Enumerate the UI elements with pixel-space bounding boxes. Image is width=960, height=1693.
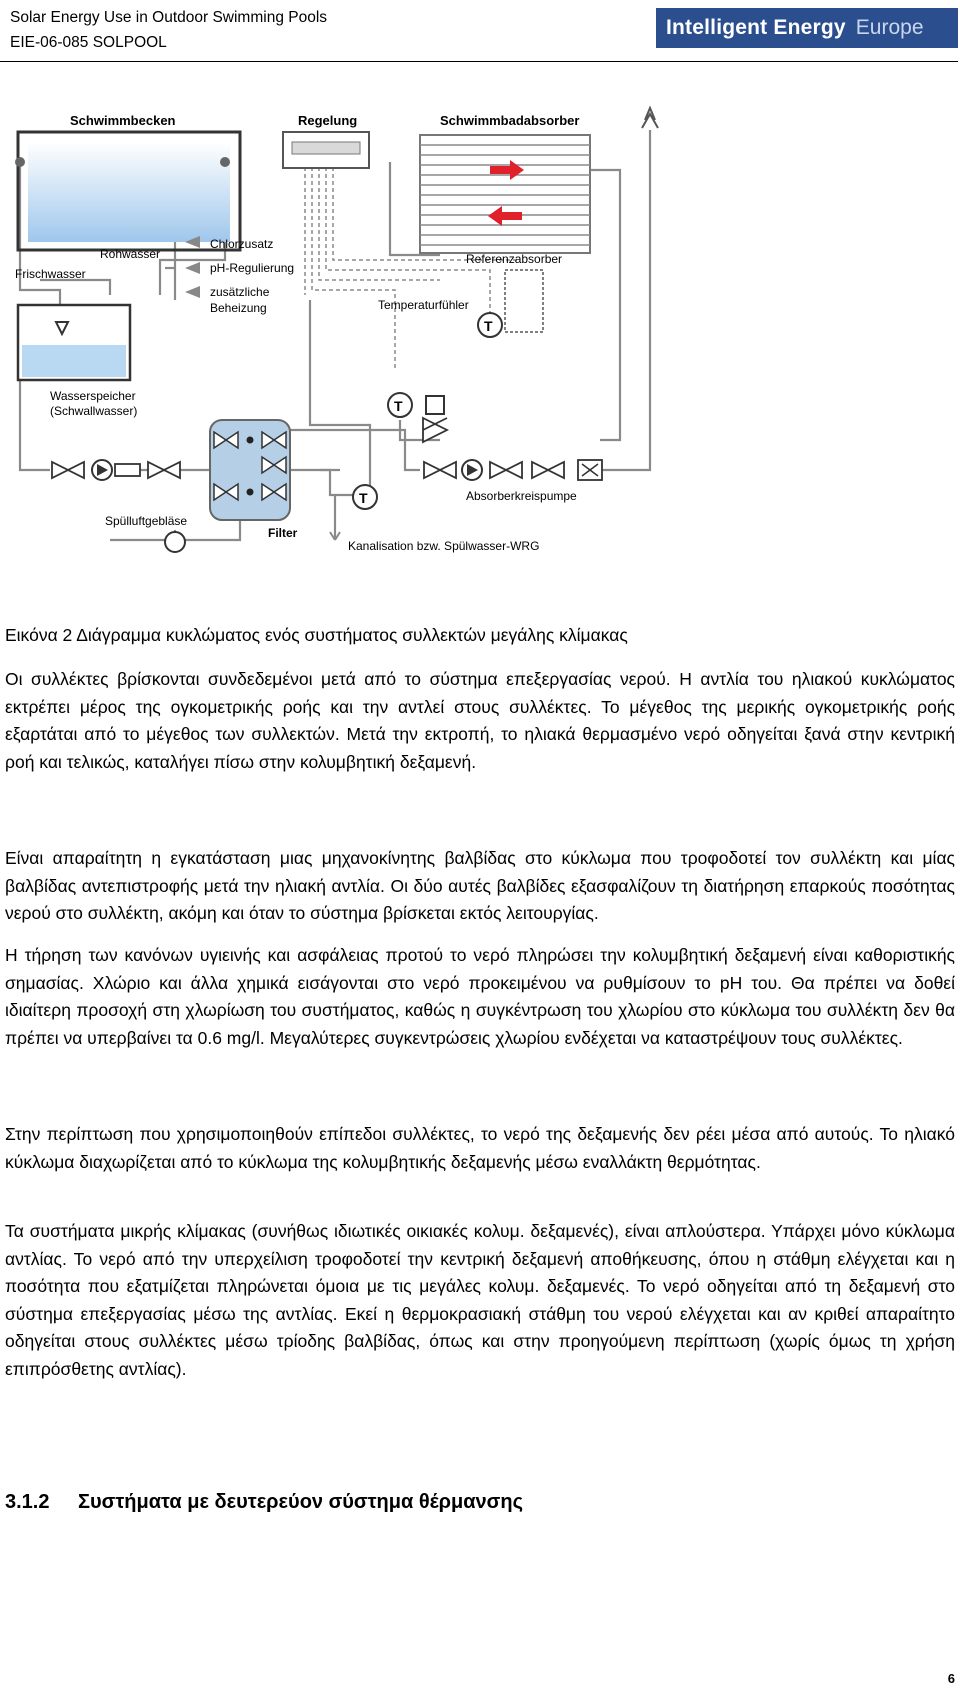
logo-text-primary: Intelligent Energy — [666, 16, 846, 39]
label-referenzabsorber: Referenzabsorber — [466, 252, 563, 266]
paragraph-1: Οι συλλέκτες βρίσκονται συνδεδεμένοι μετά από το σύστημα επεξεργασίας νερού. Η αντλία του ηλιακού κυκλώματος εκτρέπει μέρος της ογκομετρικής ροής και την αντλεί στους συλλέκτες. Το μέγεθος της μερικής ογκομετρικής ροής εξαρτάται από το μέγεθος των συλλεκτών. Μετά την εκτροπή, το ηλιακά θερμασμένο νερό οδηγείται ξανά στην κεντρική ροή και τελικώς, καταλήγει πίσω στην κολυμβητική δεξαμενή. — [5, 669, 955, 772]
page-header — [0, 0, 960, 62]
label-schwimmbadabsorber: Schwimmbadabsorber — [440, 113, 580, 128]
label-regelung: Regelung — [298, 113, 358, 128]
label-absorberkreispumpe: Absorberkreispumpe — [466, 489, 577, 503]
filter-node-2-icon — [247, 489, 254, 496]
filter-node-1-icon — [247, 437, 254, 444]
section-title: Συστήματα με δευτερεύον σύστημα θέρμανσης — [78, 1491, 523, 1513]
motorized-valve-icon — [423, 418, 447, 442]
page-number: 6 — [947, 1671, 955, 1686]
blower-icon — [165, 532, 185, 552]
intelligent-energy-europe-logo — [656, 8, 958, 48]
dosing-arrows-icon — [185, 236, 200, 298]
pool-outlet-right — [220, 157, 230, 167]
label-zusaetzliche: zusätzliche — [210, 285, 270, 299]
label-schwallwasser: (Schwallwasser) — [50, 404, 138, 418]
label-schwimmbecken: Schwimmbecken — [70, 113, 176, 128]
valve-1-icon — [52, 462, 84, 478]
valve-4-icon — [532, 462, 564, 478]
temp-sensor-drain-label: T — [359, 490, 368, 506]
label-chlorzusatz: Chlorzusatz — [210, 237, 274, 251]
label-kanalisation: Kanalisation bzw. Spülwasser-WRG — [348, 539, 540, 553]
label-temperaturfuehler: Temperaturfühler — [378, 298, 469, 312]
label-rohwasser: Rohwasser — [100, 247, 161, 261]
section-heading — [5, 1491, 523, 1514]
air-vent-icon — [642, 108, 658, 128]
circuit-diagram-svg — [0, 100, 700, 600]
paragraph-4: Στην περίπτωση που χρησιμοποιηθούν επίπεδοι συλλέκτες, το νερό της δεξαμενής δεν ρέει μέσα από αυτούς. Το ηλιακό κύκλωμα διαχωρίζεται από το κύκλωμα της κολυμβητικής δεξαμενής μέσω εναλλάκτη θερμότητας. — [5, 1124, 955, 1172]
valve-3-icon — [424, 462, 456, 478]
label-filter: Filter — [268, 526, 298, 540]
header-divider — [0, 61, 958, 62]
header-project-code: EIE-06-085 SOLPOOL — [10, 34, 167, 51]
header-project-title: Solar Energy Use in Outdoor Swimming Pools — [10, 9, 328, 26]
valve-2-icon — [148, 462, 180, 478]
motor-actuator-icon — [426, 396, 444, 414]
figure-caption: Εικόνα 2 Διάγραμμα κυκλώματος ενός συστήματος συλλεκτών μεγάλης κλίμακας — [5, 625, 628, 645]
label-beheizung: Beheizung — [210, 301, 267, 315]
controller-display — [292, 142, 360, 154]
pool-water — [28, 142, 230, 242]
check-valve-icon — [490, 462, 522, 478]
paragraph-3: Η τήρηση των κανόνων υγιεινής και ασφάλειας προτού το νερό πληρώσει την κολυμβητική δεξαμενή είναι καθοριστικής σημασίας. Χλώριο και άλλα χημικά εισάγονται στο νερό προκειμένου να ρυθμίσουν το pH του. Θα πρέπει να δοθεί ιδιαίτερη προσοχή στη χλωρίωση του συστήματος, καθώς η συγκέντρωση του χλωρίου στο κύκλωμα του συλλέκτη δεν θα πρέπει να υπερβαίνει τα 0.6 mg/l. Μεγαλύτερες συγκεντρώσεις χλωρίου ενδέχεται να καταστρέψουν τους συλλέκτες. — [5, 945, 955, 1048]
section-number: 3.1.2 — [5, 1491, 50, 1513]
storage-water — [22, 345, 126, 377]
label-spuelluftgeblaese: Spülluftgebläse — [105, 514, 188, 528]
logo-text-secondary: Europe — [855, 16, 924, 39]
label-ph-regulierung: pH-Regulierung — [210, 261, 295, 275]
label-frischwasser: Frischwasser — [15, 267, 86, 281]
circuit-diagram — [0, 100, 700, 600]
filter-unit — [210, 420, 290, 520]
temp-sensor-return-label: T — [394, 398, 403, 414]
reference-absorber — [505, 270, 543, 332]
label-wasserspeicher: Wasserspeicher — [50, 389, 136, 403]
paragraph-5: Τα συστήματα μικρής κλίμακας (συνήθως ιδιωτικές οικιακές κολυμ. δεξαμενές), είναι απλούστερα. Υπάρχει μόνο κύκλωμα αντλίας. Το νερό από την υπερχείλιση τροφοδοτεί την κεντρική δεξαμενή αποθήκευσης, όπου η στάθμη ελέγχεται και η ποσότητα που εξατμίζεται πληρώνεται όμοια με τις μεγάλες κολυμ. δεξαμενές. Το νερό οδηγείται από τη δεξαμενή στο σύστημα επεξεργασίας μέσω της αντλίας. Εκεί η θερμοκρασιακή στάθμη του νερού ελέγχεται και αν κριθεί απαραίτητο οδηγείται στους συλλέκτες μέσω τρίοδης βαλβίδας, όπως και στην προηγούμενη περίπτωση (χωρίς όμως τη χρήση επιπρόσθετης αντλίας). — [5, 1221, 955, 1379]
temp-sensor-ref-label: T — [484, 318, 493, 334]
paragraph-2: Είναι απαραίτητη η εγκατάσταση μιας μηχανοκίνητης βαλβίδας στο κύκλωμα που τροφοδοτεί τον συλλέκτη και μίας βαλβίδας αντεπιστροφής μετά την ηλιακή αντλία. Οι δύο αυτές βαλβίδες εξασφαλίζουν τη διατήρηση επαρκούς ποσότητας νερού στο συλλέκτη, ακόμη και όταν το σύστημα βρίσκεται εκτός λειτουργίας. — [5, 848, 955, 923]
pool-outlet-left — [15, 157, 25, 167]
strainer-icon — [115, 464, 140, 476]
